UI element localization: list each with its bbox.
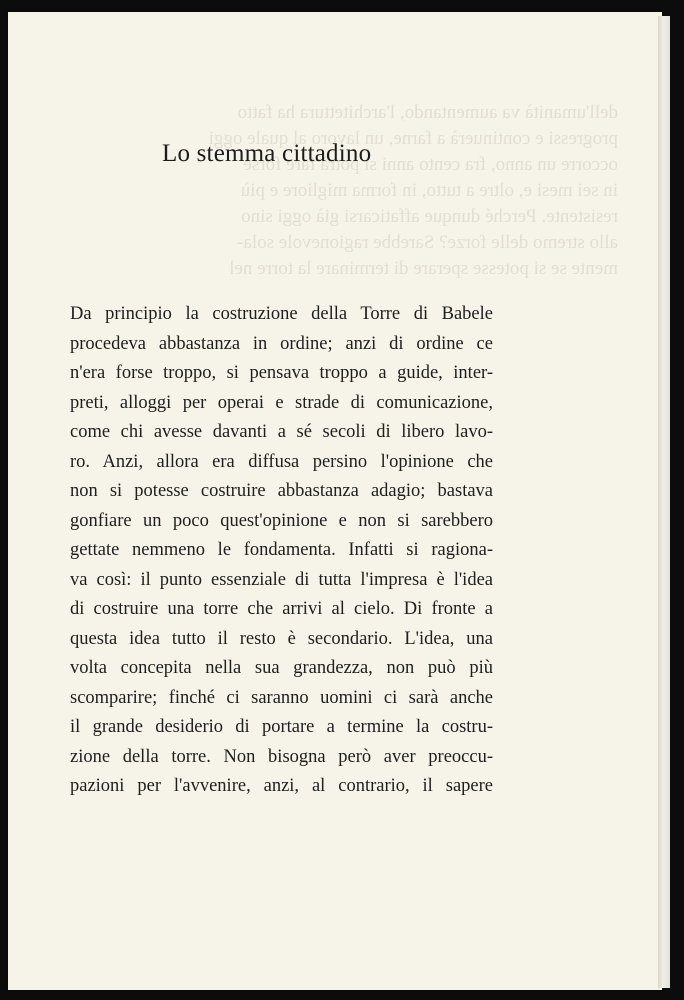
text-line: preti, alloggi per operai e strade di comunicazione, bbox=[70, 392, 493, 413]
body-text bbox=[70, 300, 493, 802]
text-line: volta concepita nella sua grandezza, non può più bbox=[70, 658, 493, 678]
text-line: n'era forse troppo, si pensava troppo a guide, inter- bbox=[70, 363, 493, 383]
text-line: zione della torre. Non bisogna però aver preoccu- bbox=[70, 746, 493, 767]
text-line: gettate nemmeno le fondamenta. Infatti si ragiona- bbox=[70, 540, 493, 560]
text-line: non si potesse costruire abbastanza adagio; bastava bbox=[70, 481, 493, 501]
text-line: gonfiare un poco quest'opinione e non si sarebbero bbox=[70, 510, 493, 531]
text-line: procedeva abbastanza in ordine; anzi di ordine ce bbox=[70, 333, 493, 354]
text-line: di costruire una torre che arrivi al cielo. Di fronte a bbox=[70, 599, 493, 619]
text-line: ro. Anzi, allora era diffusa persino l'opinione che bbox=[70, 451, 493, 472]
page-edge bbox=[658, 16, 670, 988]
text-line: come chi avesse davanti a sé secoli di libero lavo- bbox=[70, 422, 493, 442]
text-line: questa idea tutto il resto è secondario. L'idea, una bbox=[70, 628, 493, 649]
page-title: Lo stemma cittadino bbox=[162, 140, 372, 167]
text-line: Da principio la costruzione della Torre di Babele bbox=[70, 304, 493, 324]
text-line: pazioni per l'avvenire, anzi, al contrario, il sapere bbox=[70, 776, 493, 796]
text-line: scomparire; finché ci saranno uomini ci sarà anche bbox=[70, 687, 493, 708]
text-line: va così: il punto essenziale di tutta l'impresa è l'idea bbox=[70, 569, 493, 590]
text-line: il grande desiderio di portare a termine la costru- bbox=[70, 717, 493, 737]
